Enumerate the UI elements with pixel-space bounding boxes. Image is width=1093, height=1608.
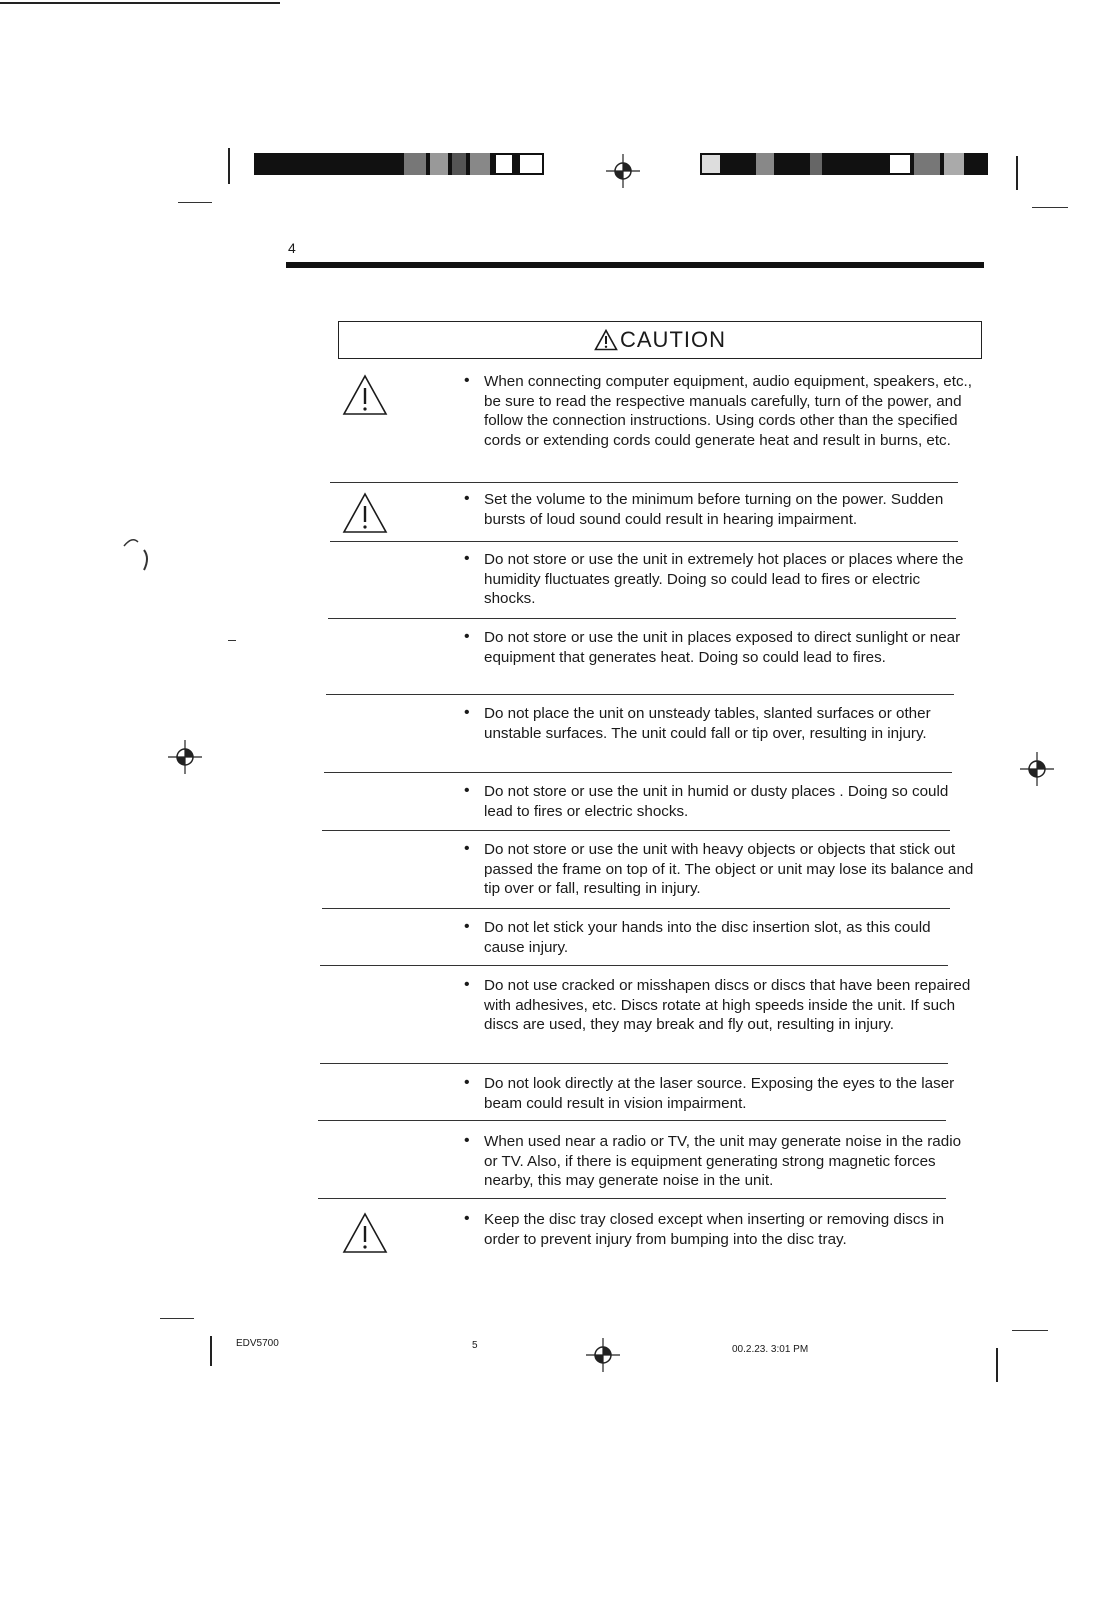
bullet: •: [464, 550, 470, 567]
caution-text: Do not look directly at the laser source. Exposing the eyes to the laser beam could result in vision impairment.: [484, 1075, 955, 1112]
registration-crosshair-icon: [1020, 752, 1054, 786]
caution-text: Do not use cracked or misshapen discs or discs that have been repaired with adhesives, etc. Discs rotate at high speeds inside the unit. If such discs are used, they may break and fly out, resulting in injury.: [484, 977, 971, 1033]
item-divider: [328, 618, 956, 619]
crop-mark: [210, 1336, 212, 1366]
caution-text: When connecting computer equipment, audio equipment, speakers, etc., be sure to read the respective manuals carefully, turn of the power, and follow the connection instructions. Using cords other than the specified cords or extending cords could generate heat and result in burns, etc.: [484, 373, 972, 449]
registration-bar-right: [700, 153, 988, 175]
caution-text: When used near a radio or TV, the unit may generate noise in the radio or TV. Also, if there is equipment generating strong magnetic forces nearby, this may generate noise in the unit.: [484, 1133, 962, 1189]
bullet: •: [464, 782, 470, 799]
caution-title-box: [338, 321, 982, 359]
item-divider: [322, 830, 950, 831]
caution-text: Do not store or use the unit in extremely hot places or places where the humidity fluctuates greatly. Doing so could lead to fires or electric shocks.: [484, 551, 964, 607]
warning-triangle-icon: [594, 329, 618, 351]
item-divider: [330, 541, 958, 542]
crop-mark: [1032, 207, 1068, 208]
warning-triangle-icon: [342, 374, 388, 416]
footer-timestamp: 00.2.23. 3:01 PM: [732, 1344, 809, 1355]
registration-crosshair-icon: [606, 154, 640, 188]
footer-sheet-number: 5: [472, 1340, 478, 1351]
bullet: •: [464, 976, 470, 993]
page-number: 4: [288, 240, 296, 256]
caution-text: Do not place the unit on unsteady tables, slanted surfaces or other unstable surfaces. The unit could fall or tip over, resulting in injury.: [484, 705, 931, 742]
item-divider: [320, 1063, 948, 1064]
crop-mark: [996, 1348, 998, 1382]
bullet: •: [464, 1132, 470, 1149]
caution-text: Do not let stick your hands into the disc insertion slot, as this could cause injury.: [484, 919, 931, 956]
item-divider: [330, 482, 958, 483]
registration-crosshair-icon: [586, 1338, 620, 1372]
item-divider: [322, 908, 950, 909]
item-divider: [326, 694, 954, 695]
bullet: •: [464, 490, 470, 507]
bullet: •: [464, 918, 470, 935]
scan-artifact: [118, 536, 154, 576]
top-trim-line: [0, 2, 280, 4]
item-divider: [318, 1198, 946, 1199]
bullet: •: [464, 1210, 470, 1227]
warning-triangle-icon: [342, 492, 388, 534]
bullet: •: [464, 1074, 470, 1091]
crop-mark: [228, 148, 230, 184]
bullet: •: [464, 840, 470, 857]
item-divider: [324, 772, 952, 773]
caution-text: Do not store or use the unit with heavy objects or objects that stick out passed the frame on top of it. The object or unit may lose its balance and tip over or fall, resulting in injury.: [484, 841, 974, 897]
item-divider: [320, 965, 948, 966]
footer-model: EDV5700: [236, 1338, 279, 1349]
bullet: •: [464, 704, 470, 721]
header-rule: [286, 262, 984, 268]
registration-bar-left: [254, 153, 544, 175]
crop-mark: [1012, 1330, 1048, 1331]
caution-text: Do not store or use the unit in places exposed to direct sunlight or near equipment that generates heat. Doing so could lead to fires.: [484, 629, 961, 666]
crop-mark: [228, 640, 236, 641]
crop-mark: [1016, 156, 1018, 190]
warning-triangle-icon: [342, 1212, 388, 1254]
caution-text: Set the volume to the minimum before turning on the power. Sudden bursts of loud sound could result in hearing impairment.: [484, 491, 944, 528]
caution-heading: CAUTION: [620, 327, 726, 352]
registration-crosshair-icon: [168, 740, 202, 774]
crop-mark: [178, 202, 212, 203]
caution-text: Do not store or use the unit in humid or dusty places . Doing so could lead to fires or electric shocks.: [484, 783, 949, 820]
caution-text: Keep the disc tray closed except when inserting or removing discs in order to prevent injury from bumping into the disc tray.: [484, 1211, 945, 1248]
bullet: •: [464, 372, 470, 389]
crop-mark: [160, 1318, 194, 1319]
item-divider: [318, 1120, 946, 1121]
bullet: •: [464, 628, 470, 645]
